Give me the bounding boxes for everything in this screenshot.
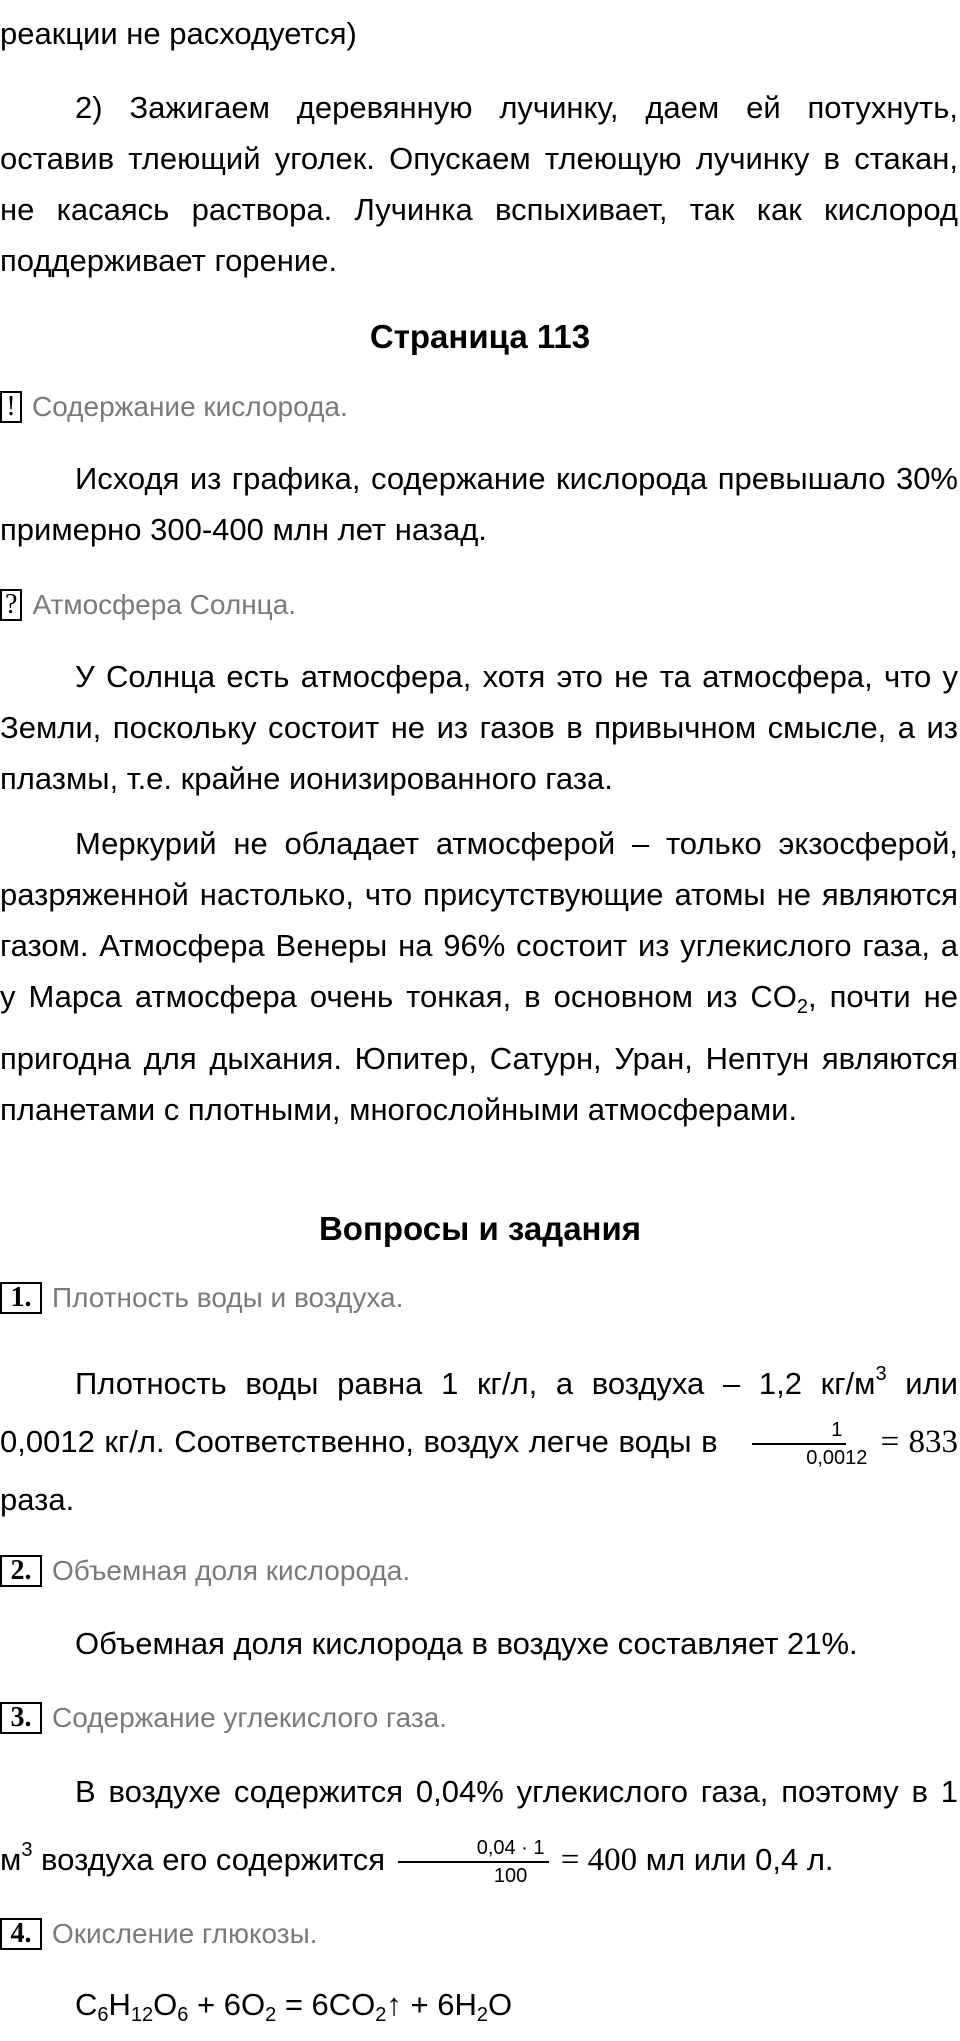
paragraph-task-1: Плотность воды равна 1 кг/л, а воздуха – 1,2 $кг/м^3$ или 0,0012 кг/л. Соответственно, воздух легче воды в $\frac{1}{0,0012}$ = 833 раза. <box>0 1363 958 1517</box>
task-label: Плотность воды и воздуха. <box>52 1282 404 1313</box>
task-label: Объемная доля кислорода. <box>52 1555 411 1586</box>
question-sun <box>0 585 296 625</box>
task-3 <box>0 1698 447 1738</box>
task-number: 1. <box>0 1282 42 1314</box>
paragraph-oxygen: Исходя из графика, содержание кислорода превышало 30% примерно 300-400 млн лет назад. <box>0 461 958 547</box>
task-label: Окисление глюкозы. <box>52 1918 318 1949</box>
task-number: 4. <box>0 1918 42 1950</box>
task-label: Содержание углекислого газа. <box>52 1702 448 1733</box>
exclamation-icon: ! <box>0 391 22 423</box>
fraction: $\frac{0,04 \cdot 1}{100}$ <box>398 1835 549 1889</box>
paragraph-task-2: Объемная доля кислорода в воздухе составляет 21%. <box>75 1626 858 1661</box>
equation-glucose: $C_6H_{12}O_6 + 6O_2$ = $6CO_2↑ + 6H_2O$ <box>75 1987 513 2026</box>
paragraph-splinter-test: 2) Зажигаем деревянную лучинку, даем ей потухнуть, оставив тлеющий уголек. Опускаем тлеющую лучинку в стакан, не касаясь раствора. Лучинка вспыхивает, так как кислород поддерживает горение. <box>0 90 958 278</box>
paragraph-sun: У Солнца есть атмосфера, хотя это не та атмосфера, что у Земли, поскольку состоит не из газов в привычном смысле, а из плазмы, т.е. крайне ионизированного газа. <box>0 659 958 796</box>
task-4 <box>0 1914 318 1954</box>
task-number: 2. <box>0 1555 42 1587</box>
paragraph-task-3: В воздухе содержится 0,04% углекислого газа, поэтому в 1 $м^3$ воздуха его содержится $\frac{0,04 \cdot 1}{100}$ = 400 мл или 0,4 л. <box>0 1774 958 1887</box>
paragraph-top: реакции не расходуется) <box>0 16 357 51</box>
task-1 <box>0 1278 403 1318</box>
task-2 <box>0 1551 410 1591</box>
fraction: $\frac{1}{0,0012}$ <box>731 1417 867 1471</box>
page-heading: Страница 113 <box>369 318 591 355</box>
question-label: Атмосфера Солнца. <box>32 589 297 620</box>
question-oxygen <box>0 387 348 427</box>
task-number: 3. <box>0 1702 42 1734</box>
question-label: Содержание кислорода. <box>32 391 348 422</box>
question-mark-icon: ? <box>0 589 22 621</box>
section-heading: Вопросы и задания <box>318 1210 642 1247</box>
paragraph-planets: Меркурий не обладает атмосферой – только экзосферой, разряженной настолько, что присутствующие атомы не являются газом. Атмосфера Венеры на 96% состоит из углекислого газа, а у Марса атмосфера очень тонкая, в основном из $CO_2$, почти не пригодна для дыхания. Юпитер, Сатурн, Уран, Нептун являются планетами с плотными, многослойными атмосферами. <box>0 826 958 1127</box>
